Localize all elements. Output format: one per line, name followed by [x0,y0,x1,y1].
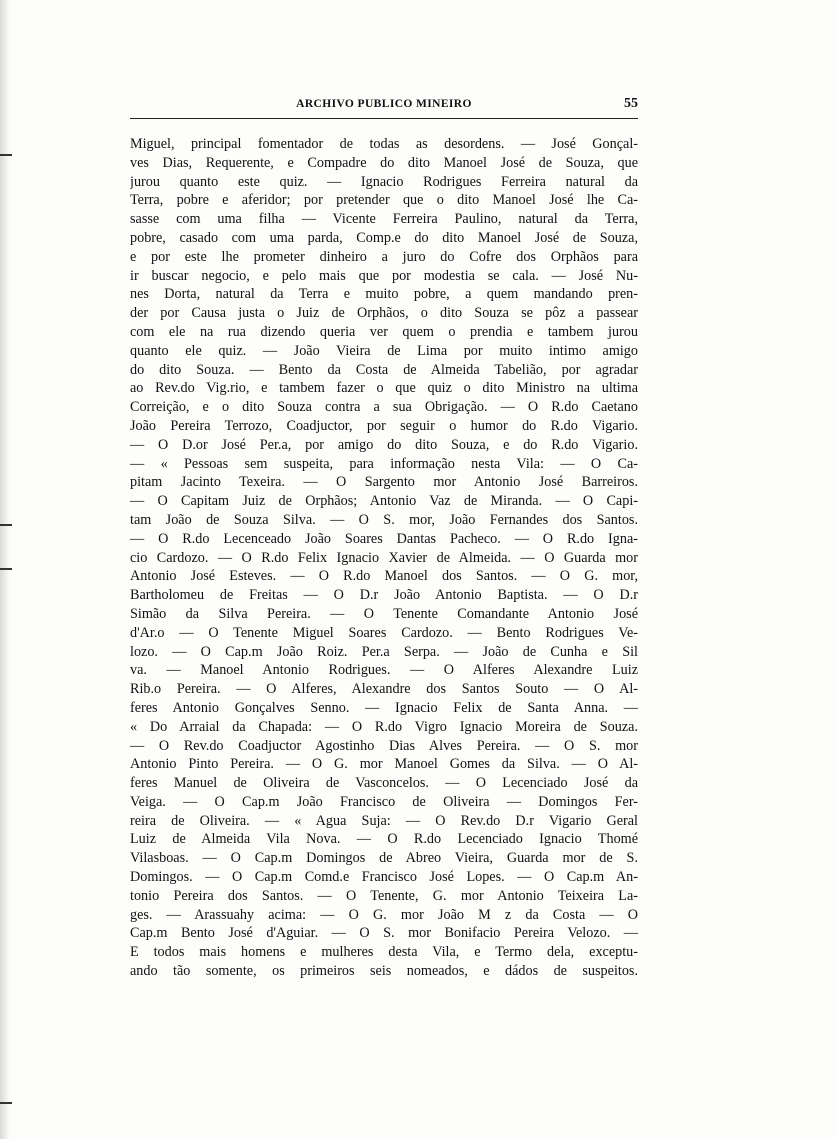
text-line: — O R.do Lecenceado João Soares Dantas Pacheco. — O R.do Igna- [130,530,638,547]
text-line: Miguel, principal fomentador de todas as desordens. — José Gonçal- [130,136,638,152]
text-line: quanto ele quiz. — João Vieira de Lima por muito intimo amigo [130,342,638,359]
text-line: João Pereira Terrozo, Coadjuctor, por seguir o humor do R.do Vigario. [130,417,638,434]
edge-mark [0,524,12,526]
text-line: E todos mais homens e mulheres desta Vila, e Termo dela, exceptu- [130,944,638,961]
text-line: Domingos. — O Cap.m Comd.e Francisco José Lopes. — O Cap.m An- [130,869,638,886]
text-line: d'Ar.o — O Tenente Miguel Soares Cardozo. — Bento Rodrigues Ve- [130,624,638,641]
text-line: Cap.m Bento José d'Aguiar. — O S. mor Bonifacio Pereira Velozo. — [130,925,638,942]
text-line: « Do Arraial da Chapada: — O R.do Vigro Ignacio Moreira de Souza. [130,718,638,735]
text-line: der por Causa justa o Juiz de Orphãos, o dito Souza se pôz a passear [130,305,638,322]
text-line: com ele na rua dizendo queria ver quem o prendia e tambem jurou [130,323,638,340]
text-line: pitam Jacinto Texeira. — O Sargento mor Antonio José Barreiros. [130,474,638,491]
text-line: reira de Oliveira. — « Agua Suja: — O Rev.do D.r Vigario Geral [130,812,638,829]
text-line: tam João de Souza Silva. — O S. mor, João Fernandes dos Santos. [130,511,638,528]
text-line: pobre, casado com uma parda, Comp.e do dito Manoel José de Souza, [130,229,638,246]
text-line: Antonio José Esteves. — O R.do Manoel dos Santos. — O G. mor, [130,568,638,585]
edge-mark [0,568,12,570]
edge-mark [0,1102,12,1104]
text-line: Terra, pobre e aferidor; por pretender que o dito Manoel José lhe Ca- [130,192,638,209]
text-line: — « Pessoas sem suspeita, para informação nesta Vila: — O Ca- [130,455,638,472]
text-line: e por este lhe prometer dinheiro a juro do Cofre dos Orphãos para [130,248,638,265]
text-line: ando tão somente, os primeiros seis nomeados, e dádos de suspeitos. [130,963,638,980]
text-line: Correição, e o dito Souza contra a sua Obrigação. — O R.do Caetano [130,399,638,416]
text-line: Bartholomeu de Freitas — O D.r João Antonio Baptista. — O D.r [130,587,638,604]
text-line: Rib.o Pereira. — O Alferes, Alexandre dos Santos Souto — O Al- [130,681,638,698]
text-line: jurou quanto este quiz. — Ignacio Rodrigues Ferreira natural da [130,173,638,190]
page-number: 55 [624,96,638,111]
text-line: ir buscar negocio, e pelo mais que por modestia se cala. — José Nu- [130,267,638,284]
page-header [130,96,638,119]
text-line: va. — Manoel Antonio Rodrigues. — O Alferes Alexandre Luiz [130,662,638,679]
text-line: — O Rev.do Coadjuctor Agostinho Dias Alves Pereira. — O S. mor [130,737,638,754]
text-line: lozo. — O Cap.m João Roiz. Per.a Serpa. — João de Cunha e Sil [130,643,638,660]
text-line: cio Cardozo. — O R.do Felix Ignacio Xavier de Almeida. — O Guarda mor [130,549,638,566]
text-line: Simão da Silva Pereira. — O Tenente Comandante Antonio José [130,605,638,622]
edge-mark [0,154,12,156]
text-line: ges. — Arassuahy acima: — O G. mor João M z da Costa — O [130,906,638,923]
text-line: Veiga. — O Cap.m João Francisco de Oliveira — Domingos Fer- [130,793,638,810]
text-line: ao Rev.do Vig.rio, e tambem fazer o que quiz o dito Ministro na ultima [130,380,638,397]
text-line: feres Manuel de Oliveira de Vasconcelos. — O Lecenciado José da [130,775,638,792]
text-line: tonio Pereira dos Santos. — O Tenente, G. mor Antonio Teixeira La- [130,887,638,904]
text-line: — O D.or José Per.a, por amigo do dito Souza, e do R.do Vigario. [130,436,638,453]
body-text [130,135,638,981]
text-line: nes Dorta, natural da Terra e muito pobre, a quem mandando pren- [130,286,638,303]
text-line: Vilasboas. — O Cap.m Domingos de Abreo Vieira, Guarda mor de S. [130,850,638,867]
text-line: do dito Souza. — Bento da Costa de Almeida Tabelião, por agradar [130,361,638,378]
text-line: — O Capitam Juiz de Orphãos; Antonio Vaz de Miranda. — O Capi- [130,493,638,510]
text-line: sasse com uma filha — Vicente Ferreira Paulino, natural da Terra, [130,211,638,228]
running-title: ARCHIVO PUBLICO MINEIRO [296,98,472,110]
text-line: feres Antonio Gonçalves Senno. — Ignacio Felix de Santa Anna. — [130,699,638,716]
text-line: Antonio Pinto Pereira. — O G. mor Manoel Gomes da Silva. — O Al- [130,756,638,773]
text-line: Luiz de Almeida Vila Nova. — O R.do Lecenciado Ignacio Thomé [130,831,638,848]
text-line: ves Dias, Requerente, e Compadre do dito Manoel José de Souza, que [130,154,638,171]
